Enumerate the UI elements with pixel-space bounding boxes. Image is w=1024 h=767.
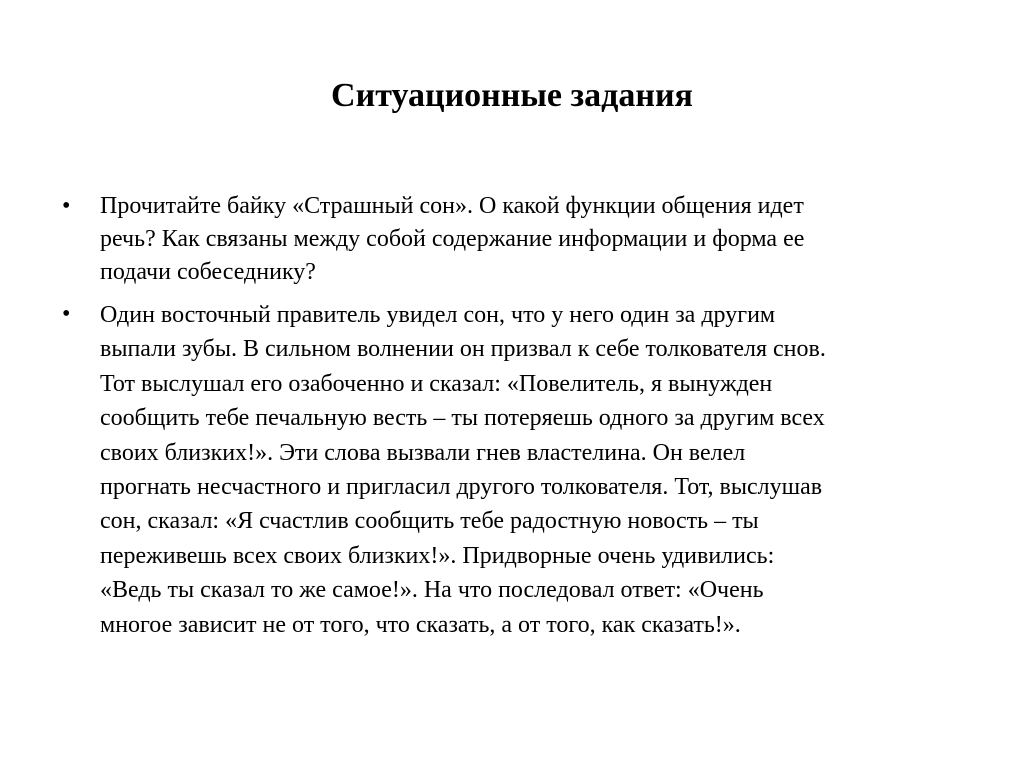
text-line: Тот выслушал его озабоченно и сказал: «Повелитель, я вынужден: [100, 370, 773, 397]
slide-title: Ситуационные задания: [331, 77, 693, 114]
text-line: выпали зубы. В сильном волнении он призвал к себе толкователя снов.: [100, 336, 826, 363]
text-line: речь? Как связаны между собой содержание информации и форма ее: [100, 226, 805, 252]
bullet-marker: •: [62, 193, 71, 219]
text-line: подачи собеседнику?: [100, 259, 316, 285]
text-line: «Ведь ты сказал то же самое!». На что последовал ответ: «Очень: [100, 577, 764, 604]
text-line: Один восточный правитель увидел сон, что у него один за другим: [100, 302, 776, 328]
text-line: своих близких!». Эти слова вызвали гнев властелина. Он велел: [100, 439, 746, 466]
text-line: сообщить тебе печальную весть – ты потеряешь одного за другим всех: [100, 405, 825, 432]
text-line: Прочитайте байку «Страшный сон». О какой функции общения идет: [100, 193, 804, 219]
bullet-text-question: [100, 190, 804, 289]
text-line: сон, сказал: «Я счастлив сообщить тебе радостную новость – ты: [100, 508, 759, 535]
text-line: многое зависит не от того, что сказать, а от того, как сказать!».: [100, 611, 741, 638]
text-line: прогнать несчастного и пригласил другого толкователя. Тот, выслушав: [100, 474, 823, 501]
text-line: переживешь всех своих близких!». Придворные очень удивились:: [100, 542, 775, 569]
bullet-marker: •: [62, 301, 71, 327]
bullet-text-story: [100, 298, 826, 642]
